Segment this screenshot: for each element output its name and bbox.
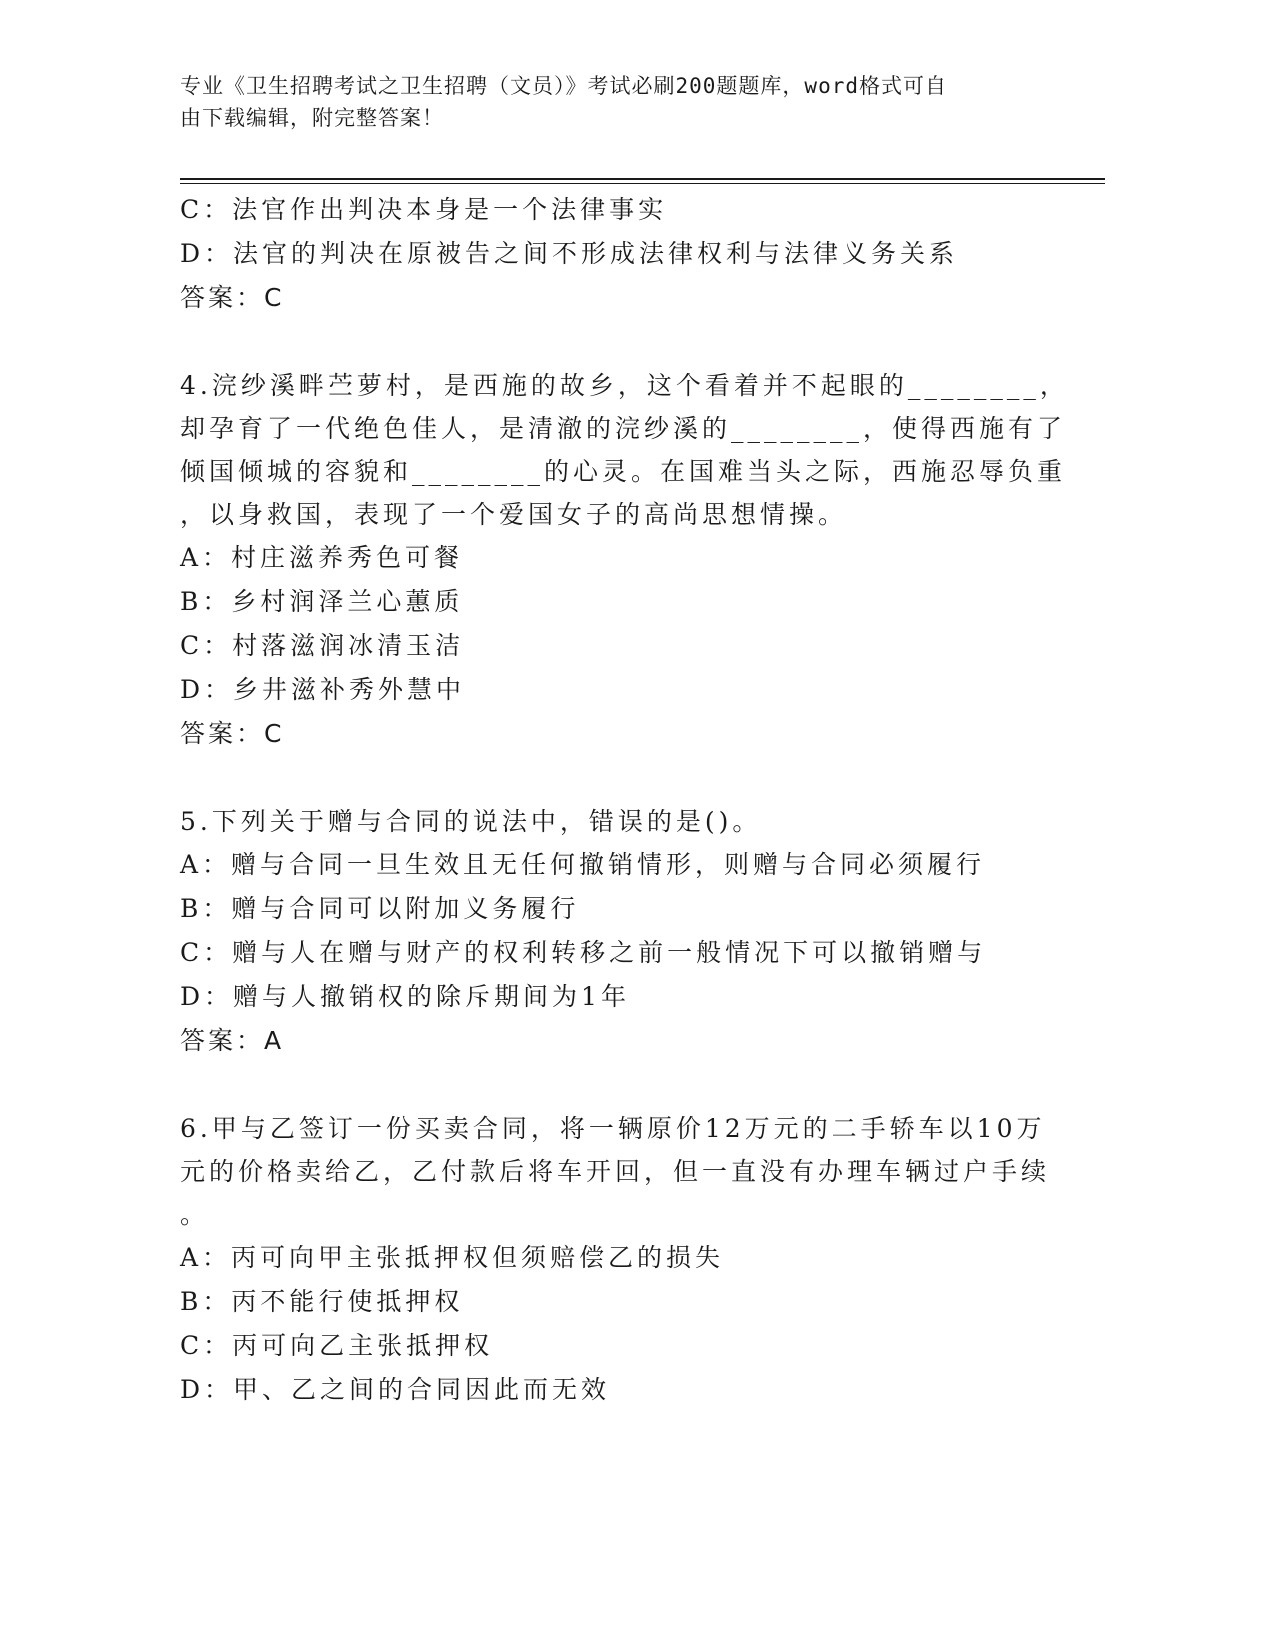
option-b: B：赠与合同可以附加义务履行 [180, 894, 580, 923]
question-4 [180, 364, 1069, 756]
option-c: C：村落滋润冰清玉洁 [180, 631, 465, 660]
answer: 答案：C [180, 719, 285, 748]
option-d: D：法官的判决在原被告之间不形成法律权利与法律义务关系 [180, 239, 959, 268]
question-stem-line: 5.下列关于赠与合同的说法中，错误的是()。 [180, 807, 762, 836]
option-a: A：村庄滋养秀色可餐 [180, 543, 464, 572]
question-3-tail [180, 188, 1060, 320]
question-6 [180, 1107, 1060, 1412]
question-stem-line: 4.浣纱溪畔苎萝村，是西施的故乡，这个看着并不起眼的________， [180, 371, 1069, 400]
header-line-2: 由下载编辑，附完整答案！ [180, 106, 444, 130]
option-d: D：甲、乙之间的合同因此而无效 [180, 1375, 611, 1404]
question-stem-line: 。 [180, 1200, 210, 1229]
question-stem-line: 倾国倾城的容貌和________的心灵。在国难当头之际，西施忍辱负重 [180, 457, 1067, 486]
option-a: A：赠与合同一旦生效且无任何撤销情形，则赠与合同必须履行 [180, 850, 986, 879]
option-a: A：丙可向甲主张抵押权但须赔偿乙的损失 [180, 1243, 725, 1272]
header-line-1: 专业《卫生招聘考试之卫生招聘（文员）》考试必刷200题题库，word格式可自 [180, 74, 947, 98]
question-stem-line: ，以身救国，表现了一个爱国女子的高尚思想情操。 [180, 500, 848, 529]
option-c: C：赠与人在赠与财产的权利转移之前一般情况下可以撤销赠与 [180, 938, 987, 967]
document-body [180, 188, 1069, 1412]
question-stem-line: 6.甲与乙签订一份买卖合同，将一辆原价12万元的二手轿车以10万 [180, 1114, 1046, 1143]
answer: 答案：A [180, 1026, 285, 1055]
question-5 [180, 800, 1060, 1063]
question-stem-line: 却孕育了一代绝色佳人，是清澈的浣纱溪的________，使得西施有了 [180, 414, 1067, 443]
option-d: D：乡井滋补秀外慧中 [180, 675, 466, 704]
option-c: C：丙可向乙主张抵押权 [180, 1331, 494, 1360]
option-c: C：法官作出判决本身是一个法律事实 [180, 195, 668, 224]
header-divider-thin [180, 183, 1105, 184]
question-stem-line: 元的价格卖给乙，乙付款后将车开回，但一直没有办理车辆过户手续 [180, 1157, 1051, 1186]
option-d: D：赠与人撤销权的除斥期间为1年 [180, 982, 630, 1011]
document-header [180, 70, 1060, 134]
answer: 答案：C [180, 283, 285, 312]
option-b: B：乡村润泽兰心蕙质 [180, 587, 464, 616]
option-b: B：丙不能行使抵押权 [180, 1287, 464, 1316]
header-divider-thick [180, 178, 1105, 180]
